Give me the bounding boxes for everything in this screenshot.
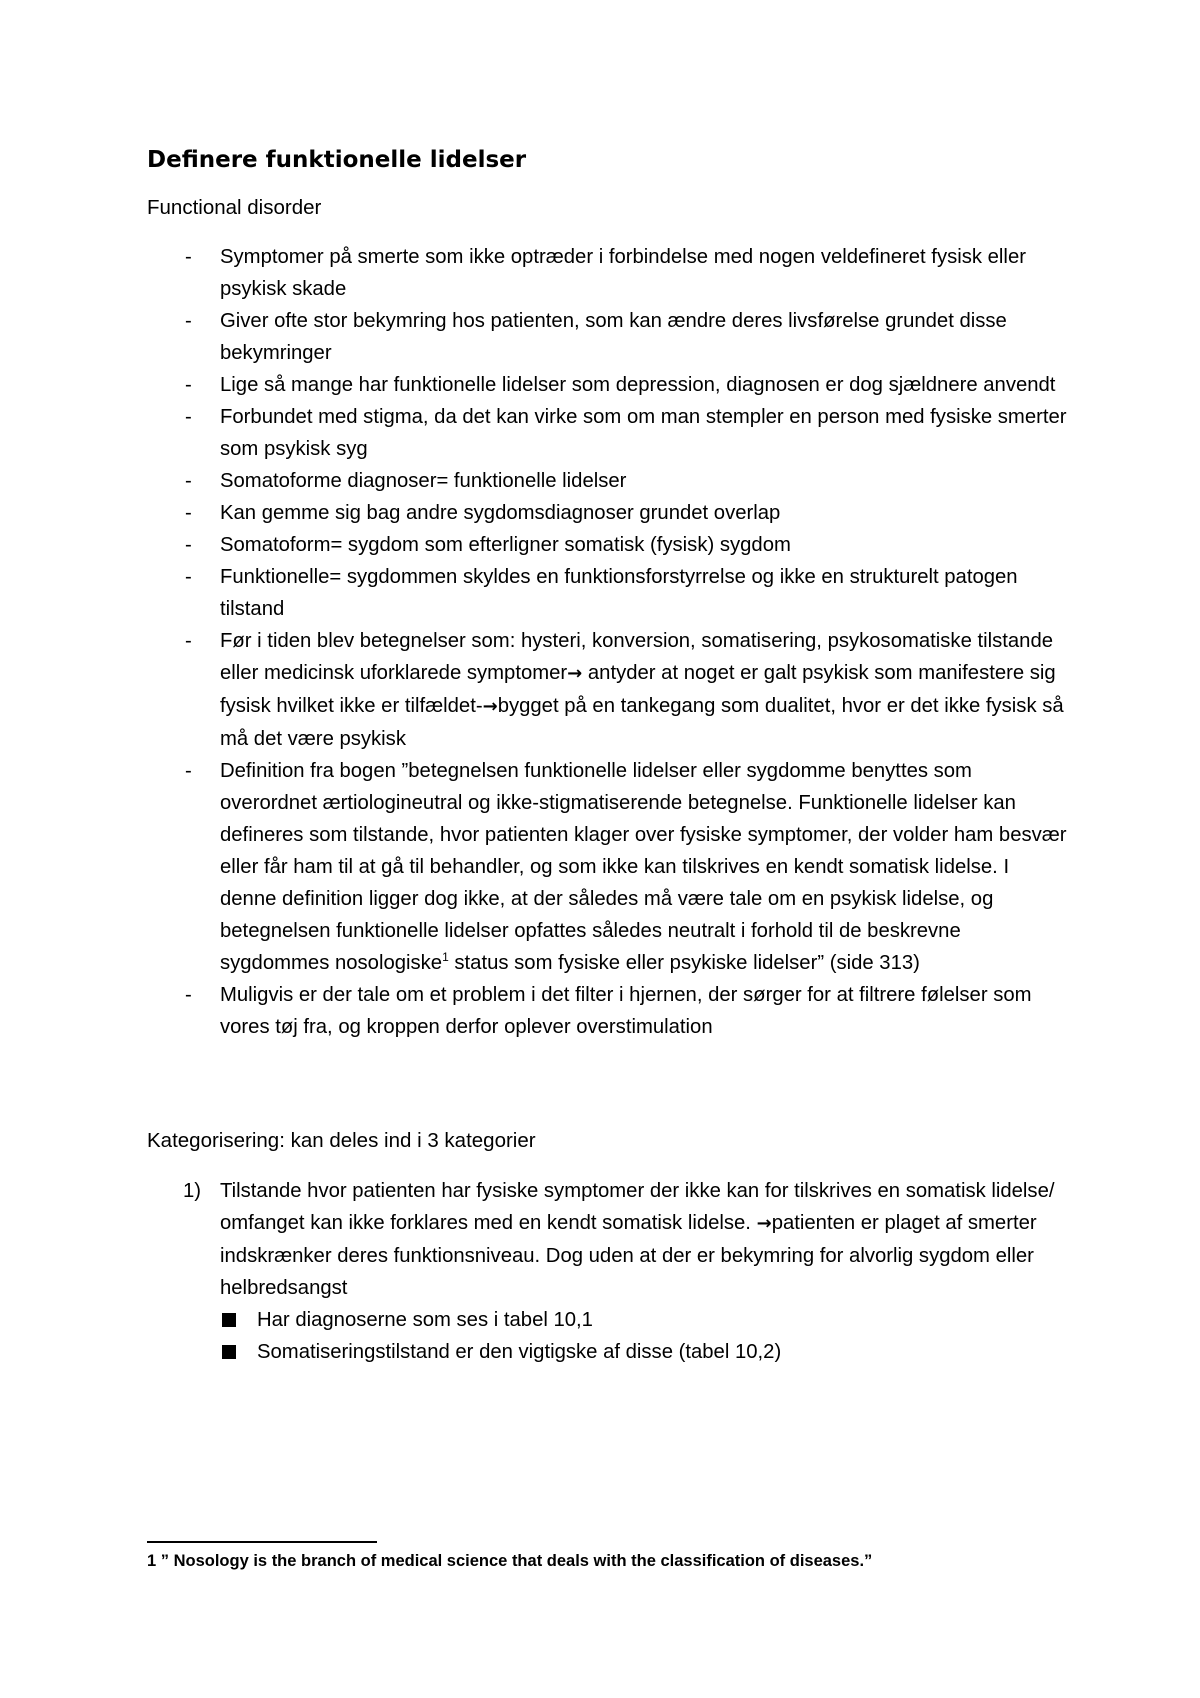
list-item: - Somatoforme diagnoser= funktionelle lidelser — [147, 465, 1067, 497]
dash-marker: - — [185, 470, 192, 492]
sub-list-item: Somatiseringstilstand er den vigtigske af disse (tabel 10,2) — [220, 1336, 1067, 1368]
dash-marker: - — [185, 630, 192, 652]
dash-marker: - — [185, 502, 192, 524]
arrow-right-icon: → — [482, 696, 498, 717]
list-item: - Giver ofte stor bekymring hos patienten, som kan ændre deres livsførelse grundet disse bekymringer — [147, 305, 1067, 369]
square-bullet-icon — [222, 1345, 236, 1359]
footnote: 1 ” Nosology is the branch of medical science that deals with the classification of diseases.” — [147, 1552, 873, 1570]
arrow-right-icon: → — [567, 663, 583, 684]
arrow-right-icon: → — [756, 1213, 772, 1234]
categorization-heading: Kategorisering: kan deles ind i 3 kategorier — [147, 1129, 536, 1152]
list-item: - Symptomer på smerte som ikke optræder i forbindelse med nogen veldefineret fysisk eller psykisk skade — [147, 241, 1067, 305]
list-item: - Funktionelle= sygdommen skyldes en funktionsforstyrrelse og ikke en strukturelt patogen tilstand — [147, 561, 1067, 625]
page-title: Definere funktionelle lidelser — [147, 147, 527, 173]
sub-list-item: Har diagnoserne som ses i tabel 10,1 — [220, 1304, 1067, 1336]
footnote-separator — [147, 1541, 377, 1543]
subtitle: Functional disorder — [147, 196, 322, 219]
dash-marker: - — [185, 984, 192, 1006]
dash-marker: - — [185, 534, 192, 556]
list-item: - Kan gemme sig bag andre sygdomsdiagnoser grundet overlap — [147, 497, 1067, 529]
square-bullet-icon — [222, 1313, 236, 1327]
dash-marker: - — [185, 246, 192, 268]
list-item: - Forbundet med stigma, da det kan virke som om man stempler en person med fysiske smerter som psykisk syg — [147, 401, 1067, 465]
numbered-item: 1) Tilstande hvor patienten har fysiske symptomer der ikke kan for tilskrives en somatisk lidelse/ omfanget kan ikke forklares med en kendt somatisk lidelse. →patienten er plaget af smerter indskrænker deres funktionsniveau. Dog uden at der er bekymring for alvorlig sygdom eller helbredsangst Har diagnoserne som ses i tabel 10,1 Somatiseringstilstand er den vigtigske af disse (tabel 10,2) — [147, 1175, 1067, 1368]
list-item-history: - Før i tiden blev betegnelser som: hysteri, konversion, somatisering, psykosomatiske tilstande eller medicinsk uforklarede symptomer→ antyder at noget er galt psykisk som manifestere sig fysisk hvilket ikke er tilfældet-→bygget på en tankegang som dualitet, hvor er det ikke fysisk så må det være psykisk — [147, 625, 1067, 755]
sub-bullet-list — [220, 1304, 1067, 1368]
bullet-list — [147, 241, 1067, 1043]
numbered-list — [147, 1175, 1067, 1368]
dash-marker: - — [185, 374, 192, 396]
dash-marker: - — [185, 310, 192, 332]
dash-marker: - — [185, 566, 192, 588]
list-item: - Muligvis er der tale om et problem i det filter i hjernen, der sørger for at filtrere følelser som vores tøj fra, og kroppen derfor oplever overstimulation — [147, 979, 1067, 1043]
footnote-reference[interactable]: 1 — [442, 950, 449, 965]
dash-marker: - — [185, 406, 192, 428]
number-marker: 1) — [183, 1180, 202, 1202]
list-item: - Lige så mange har funktionelle lidelser som depression, diagnosen er dog sjældnere anvendt — [147, 369, 1067, 401]
list-item-definition: - Definition fra bogen ”betegnelsen funktionelle lidelser eller sygdomme benyttes som overordnet ærtiologineutral og ikke-stigmatiserende betegnelse. Funktionelle lidelser kan defineres som tilstande, hvor patienten klager over fysiske symptomer, der volder ham besvær eller får ham til at gå til behandler, og som ikke kan tilskrives en kendt somatisk lidelse. I denne definition ligger dog ikke, at der således må være tale om en psykisk lidelse, og betegnelsen funktionelle lidelser opfattes således neutralt i forhold til de beskrevne sygdommes nosologiske$^1$ status som fysiske eller psykiske lidelser” (side 313) — [147, 755, 1067, 979]
list-item: - Somatoform= sygdom som efterligner somatisk (fysisk) sygdom — [147, 529, 1067, 561]
dash-marker: - — [185, 760, 192, 782]
